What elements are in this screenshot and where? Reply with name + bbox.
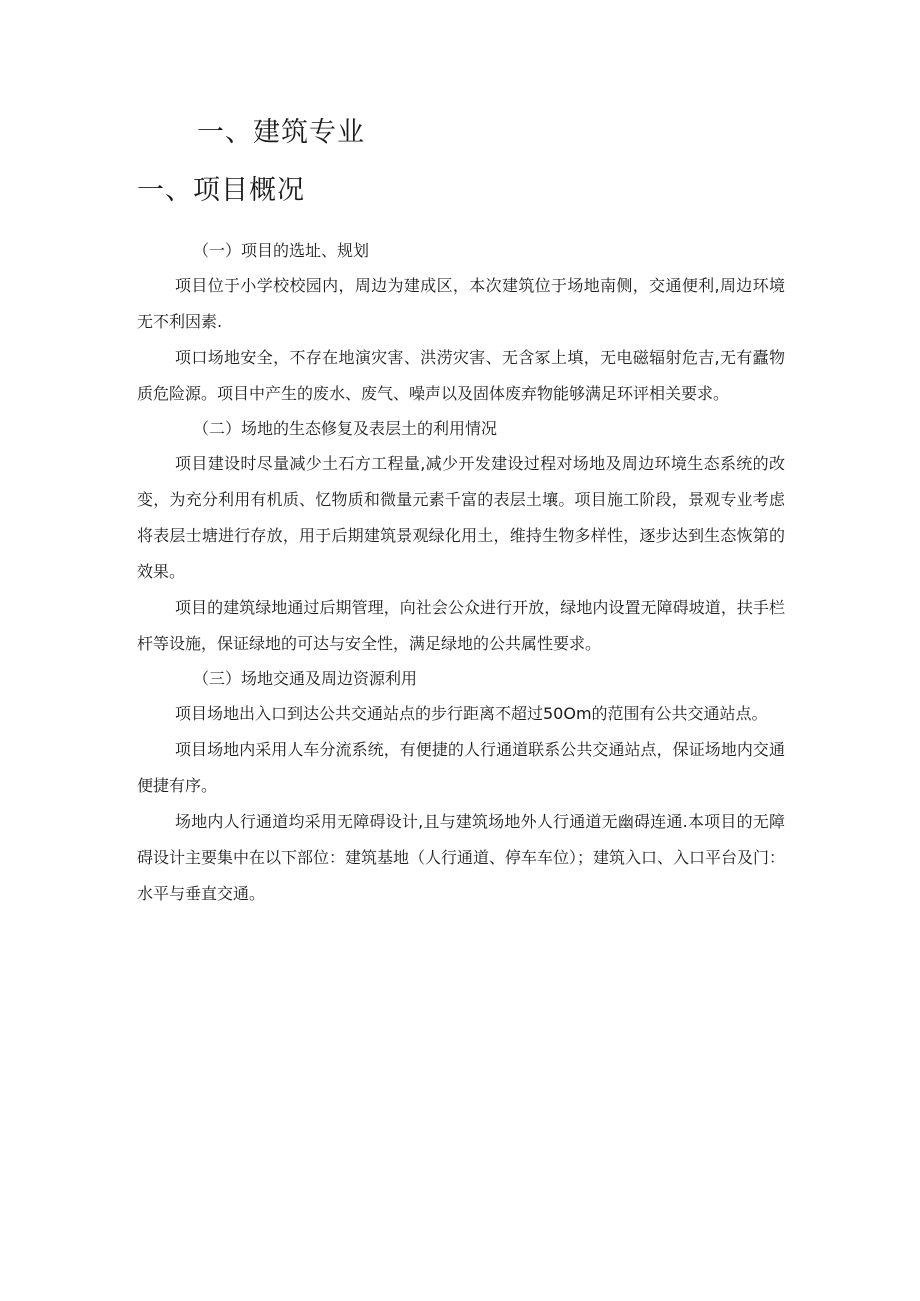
paragraph-topsoil-use: 项目建设时尽量减少土石方工程量,减少开发建设过程对场地及周边环境生态系统的改变，为充分利用有机质、忆物质和微量元素千富的表层土壤。项目施工阶段，景观专业考虑将表层士塘进行存放，用于后期建筑景观绿化用土，维持生物多样性，逐步达到生态恢第的效果。	[137, 454, 785, 581]
subsection-heading-site-traffic: （三）场地交通及周边资源利用	[193, 669, 418, 688]
paragraph-barrier-free-design: 场地内人行通道均采用无障碍设计,且与建筑场地外人行通道无幽碍连通.本项目的无障碍设计主要集中在以下部位：建筑基地（人行通道、停车车位）；建筑入口、入口平台及门：水平与垂直交通。	[137, 812, 786, 903]
section-title-project-overview: 一、项目概况	[137, 175, 305, 206]
paragraph-site-safety: 项口场地安全，不存在地演灾害、洪涝灾害、无含冢上填，无电磁辐射危吉,无有蠹物质危险源。项目中产生的废水、废气、噪声以及固体废弃物能够满足环评相关要求。	[137, 348, 785, 403]
document-title: 一、建筑专业	[197, 117, 365, 148]
paragraph-public-transport: 项目场地出入口到达公共交通站点的步行距离不超过50Om的范围有公共交通站点。	[175, 704, 768, 723]
paragraph-pedestrian-separation: 项目场地内采用人车分流系统，有便捷的人行通道联系公共交通站点，保证场地内交通便捷有序。	[137, 740, 785, 795]
subsection-heading-ecological-restoration: （二）场地的生态修复及表层土的利用情况	[193, 419, 498, 438]
paragraph-green-space: 项目的建筑绿地通过后期管理，向社会公众进行开放，绿地内设置无障碍坡道，扶手栏杆等设施，保证绿地的可达与安全性，满足绿地的公共属性要求。	[137, 598, 785, 653]
paragraph-site-location: 项目位于小学校校园内，周边为建成区，本次建筑位于场地南侧，交通便利,周边环境无不利因素.	[137, 276, 785, 331]
subsection-heading-site-selection: （一）项目的选址、规划	[193, 241, 370, 260]
document-body	[137, 234, 785, 912]
